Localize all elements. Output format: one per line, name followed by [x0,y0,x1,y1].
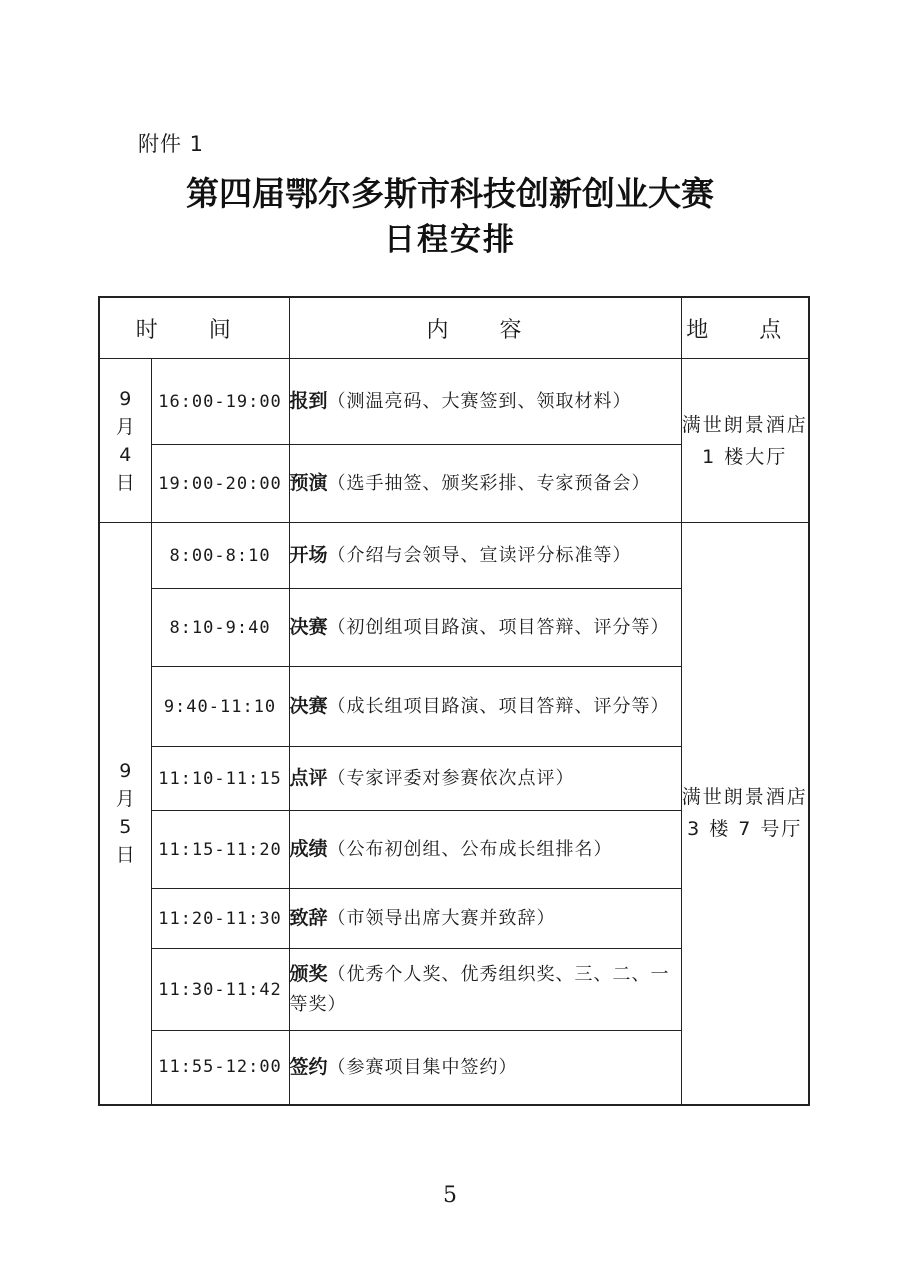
date-char: 月 [115,415,135,438]
content-cell [289,1031,681,1105]
item-title: 开场 [289,544,328,566]
item-detail: （优秀个人奖、优秀组织奖、三、二、一等奖） [289,964,670,1015]
time-cell: 11:15-11:20 [151,811,289,889]
item-title: 签约 [289,1055,328,1078]
time-cell: 8:00-8:10 [151,523,289,589]
date-char: 9 [119,387,132,410]
content-cell [289,667,681,747]
item-title: 报到 [289,390,328,412]
item-title: 决赛 [289,616,328,638]
time-cell: 11:55-12:00 [151,1031,289,1105]
date-cell-day2 [99,523,151,1105]
item-title: 致辞 [289,907,328,929]
date-char: 日 [115,471,135,494]
time-cell: 19:00-20:00 [151,445,289,523]
header-content: 内 容 [289,297,681,359]
item-title: 成绩 [289,838,328,860]
table-header-row [99,297,809,359]
page-number: 5 [443,1183,457,1208]
item-detail: （成长组项目路演、项目答辩、评分等） [327,696,670,717]
document-subtitle: 日程安排 [384,222,516,258]
item-title: 预演 [289,472,328,494]
time-cell: 11:10-11:15 [151,747,289,811]
content-cell [289,589,681,667]
item-detail: （公布初创组、公布成长组排名） [327,839,613,860]
item-detail: （专家评委对参赛依次点评） [327,768,575,789]
item-title: 决赛 [289,695,328,717]
content-cell [289,811,681,889]
document-title: 第四届鄂尔多斯市科技创新创业大赛 [186,174,714,213]
place-cell-day1: 满世朗景酒店 1 楼大厅 [681,359,809,523]
item-detail: （测温亮码、大赛签到、领取材料） [327,391,632,412]
time-cell: 8:10-9:40 [151,589,289,667]
header-time: 时 间 [99,297,289,359]
schedule-table [98,296,810,1106]
date-char: 月 [115,788,135,811]
item-detail: （选手抽签、颁奖彩排、专家预备会） [327,473,651,494]
content-cell [289,523,681,589]
date-cell-day1 [99,359,151,523]
date-char: 4 [119,443,132,466]
item-detail: （初创组项目路演、项目答辩、评分等） [327,617,670,638]
time-cell: 9:40-11:10 [151,667,289,747]
item-detail: （参赛项目集中签约） [327,1056,518,1078]
item-title: 颁奖 [289,963,328,985]
time-cell: 16:00-19:00 [151,359,289,445]
item-detail: （介绍与会领导、宣读评分标准等） [327,545,632,566]
time-cell: 11:30-11:42 [151,949,289,1031]
date-char: 日 [115,844,135,867]
content-cell [289,445,681,523]
item-title: 点评 [289,767,328,789]
content-cell [289,747,681,811]
content-cell [289,889,681,949]
content-cell [289,949,681,1031]
date-char: 9 [119,760,132,783]
header-place: 地 点 [681,297,809,359]
attachment-label: 附件 1 [138,132,205,156]
table-row [99,359,809,445]
table-row [99,523,809,589]
time-cell: 11:20-11:30 [151,889,289,949]
date-char: 5 [119,816,132,839]
content-cell [289,359,681,445]
place-cell-day2: 满世朗景酒店 3 楼 7 号厅 [681,523,809,1105]
item-detail: （市领导出席大赛并致辞） [327,908,556,929]
